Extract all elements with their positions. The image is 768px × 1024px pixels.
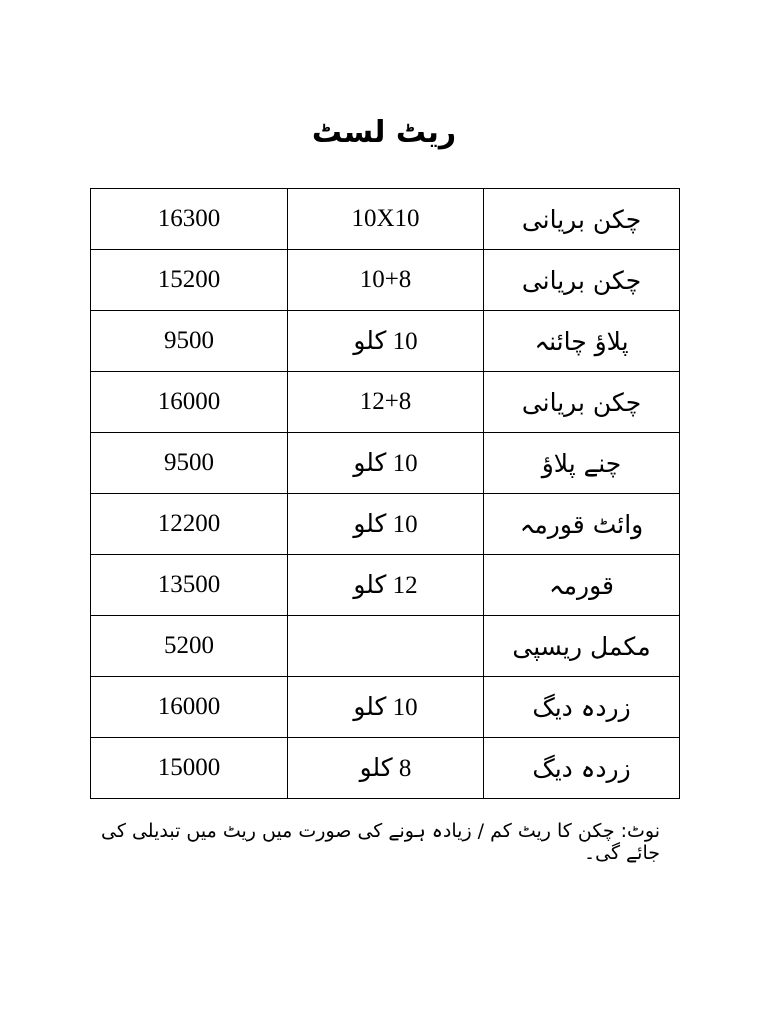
table-row	[91, 189, 680, 250]
quantity-cell: 10+8	[288, 250, 484, 311]
price-cell: 16000	[91, 372, 288, 433]
table-row	[91, 738, 680, 799]
item-name-cell: وائٹ قورمہ	[484, 494, 680, 555]
quantity-cell: 10 کلو	[288, 433, 484, 494]
quantity-cell: 10 کلو	[288, 677, 484, 738]
price-cell: 9500	[91, 311, 288, 372]
price-cell: 9500	[91, 433, 288, 494]
item-name-cell: مکمل ریسپی	[484, 616, 680, 677]
item-name-cell: چکن بریانی	[484, 189, 680, 250]
table-row	[91, 616, 680, 677]
item-name-cell: قورمہ	[484, 555, 680, 616]
quantity-cell	[288, 616, 484, 677]
price-cell: 15000	[91, 738, 288, 799]
price-cell: 13500	[91, 555, 288, 616]
table-row	[91, 372, 680, 433]
quantity-cell: 8 کلو	[288, 738, 484, 799]
item-name-cell: چکن بریانی	[484, 250, 680, 311]
item-name-cell: زردہ دیگ	[484, 738, 680, 799]
item-name-cell: پلاؤ چائنہ	[484, 311, 680, 372]
item-name-cell: زردہ دیگ	[484, 677, 680, 738]
table-row	[91, 494, 680, 555]
table-row	[91, 433, 680, 494]
footer-note: نوٹ: چکن کا ریٹ کم / زیادہ ہونے کی صورت میں ریٹ میں تبدیلی کی جائے گی۔	[101, 820, 660, 864]
quantity-cell: 10X10	[288, 189, 484, 250]
table-row	[91, 250, 680, 311]
quantity-cell: 12 کلو	[288, 555, 484, 616]
table-row	[91, 311, 680, 372]
quantity-cell: 10 کلو	[288, 494, 484, 555]
price-cell: 16000	[91, 677, 288, 738]
price-cell: 16300	[91, 189, 288, 250]
price-cell: 15200	[91, 250, 288, 311]
item-name-cell: چکن بریانی	[484, 372, 680, 433]
table-row	[91, 555, 680, 616]
rate-table-body	[91, 189, 680, 799]
item-name-cell: چنے پلاؤ	[484, 433, 680, 494]
quantity-cell: 10 کلو	[288, 311, 484, 372]
page-title: ریٹ لسٹ	[311, 115, 457, 150]
quantity-cell: 12+8	[288, 372, 484, 433]
price-cell: 5200	[91, 616, 288, 677]
table-row	[91, 677, 680, 738]
rate-table	[90, 188, 680, 799]
price-cell: 12200	[91, 494, 288, 555]
